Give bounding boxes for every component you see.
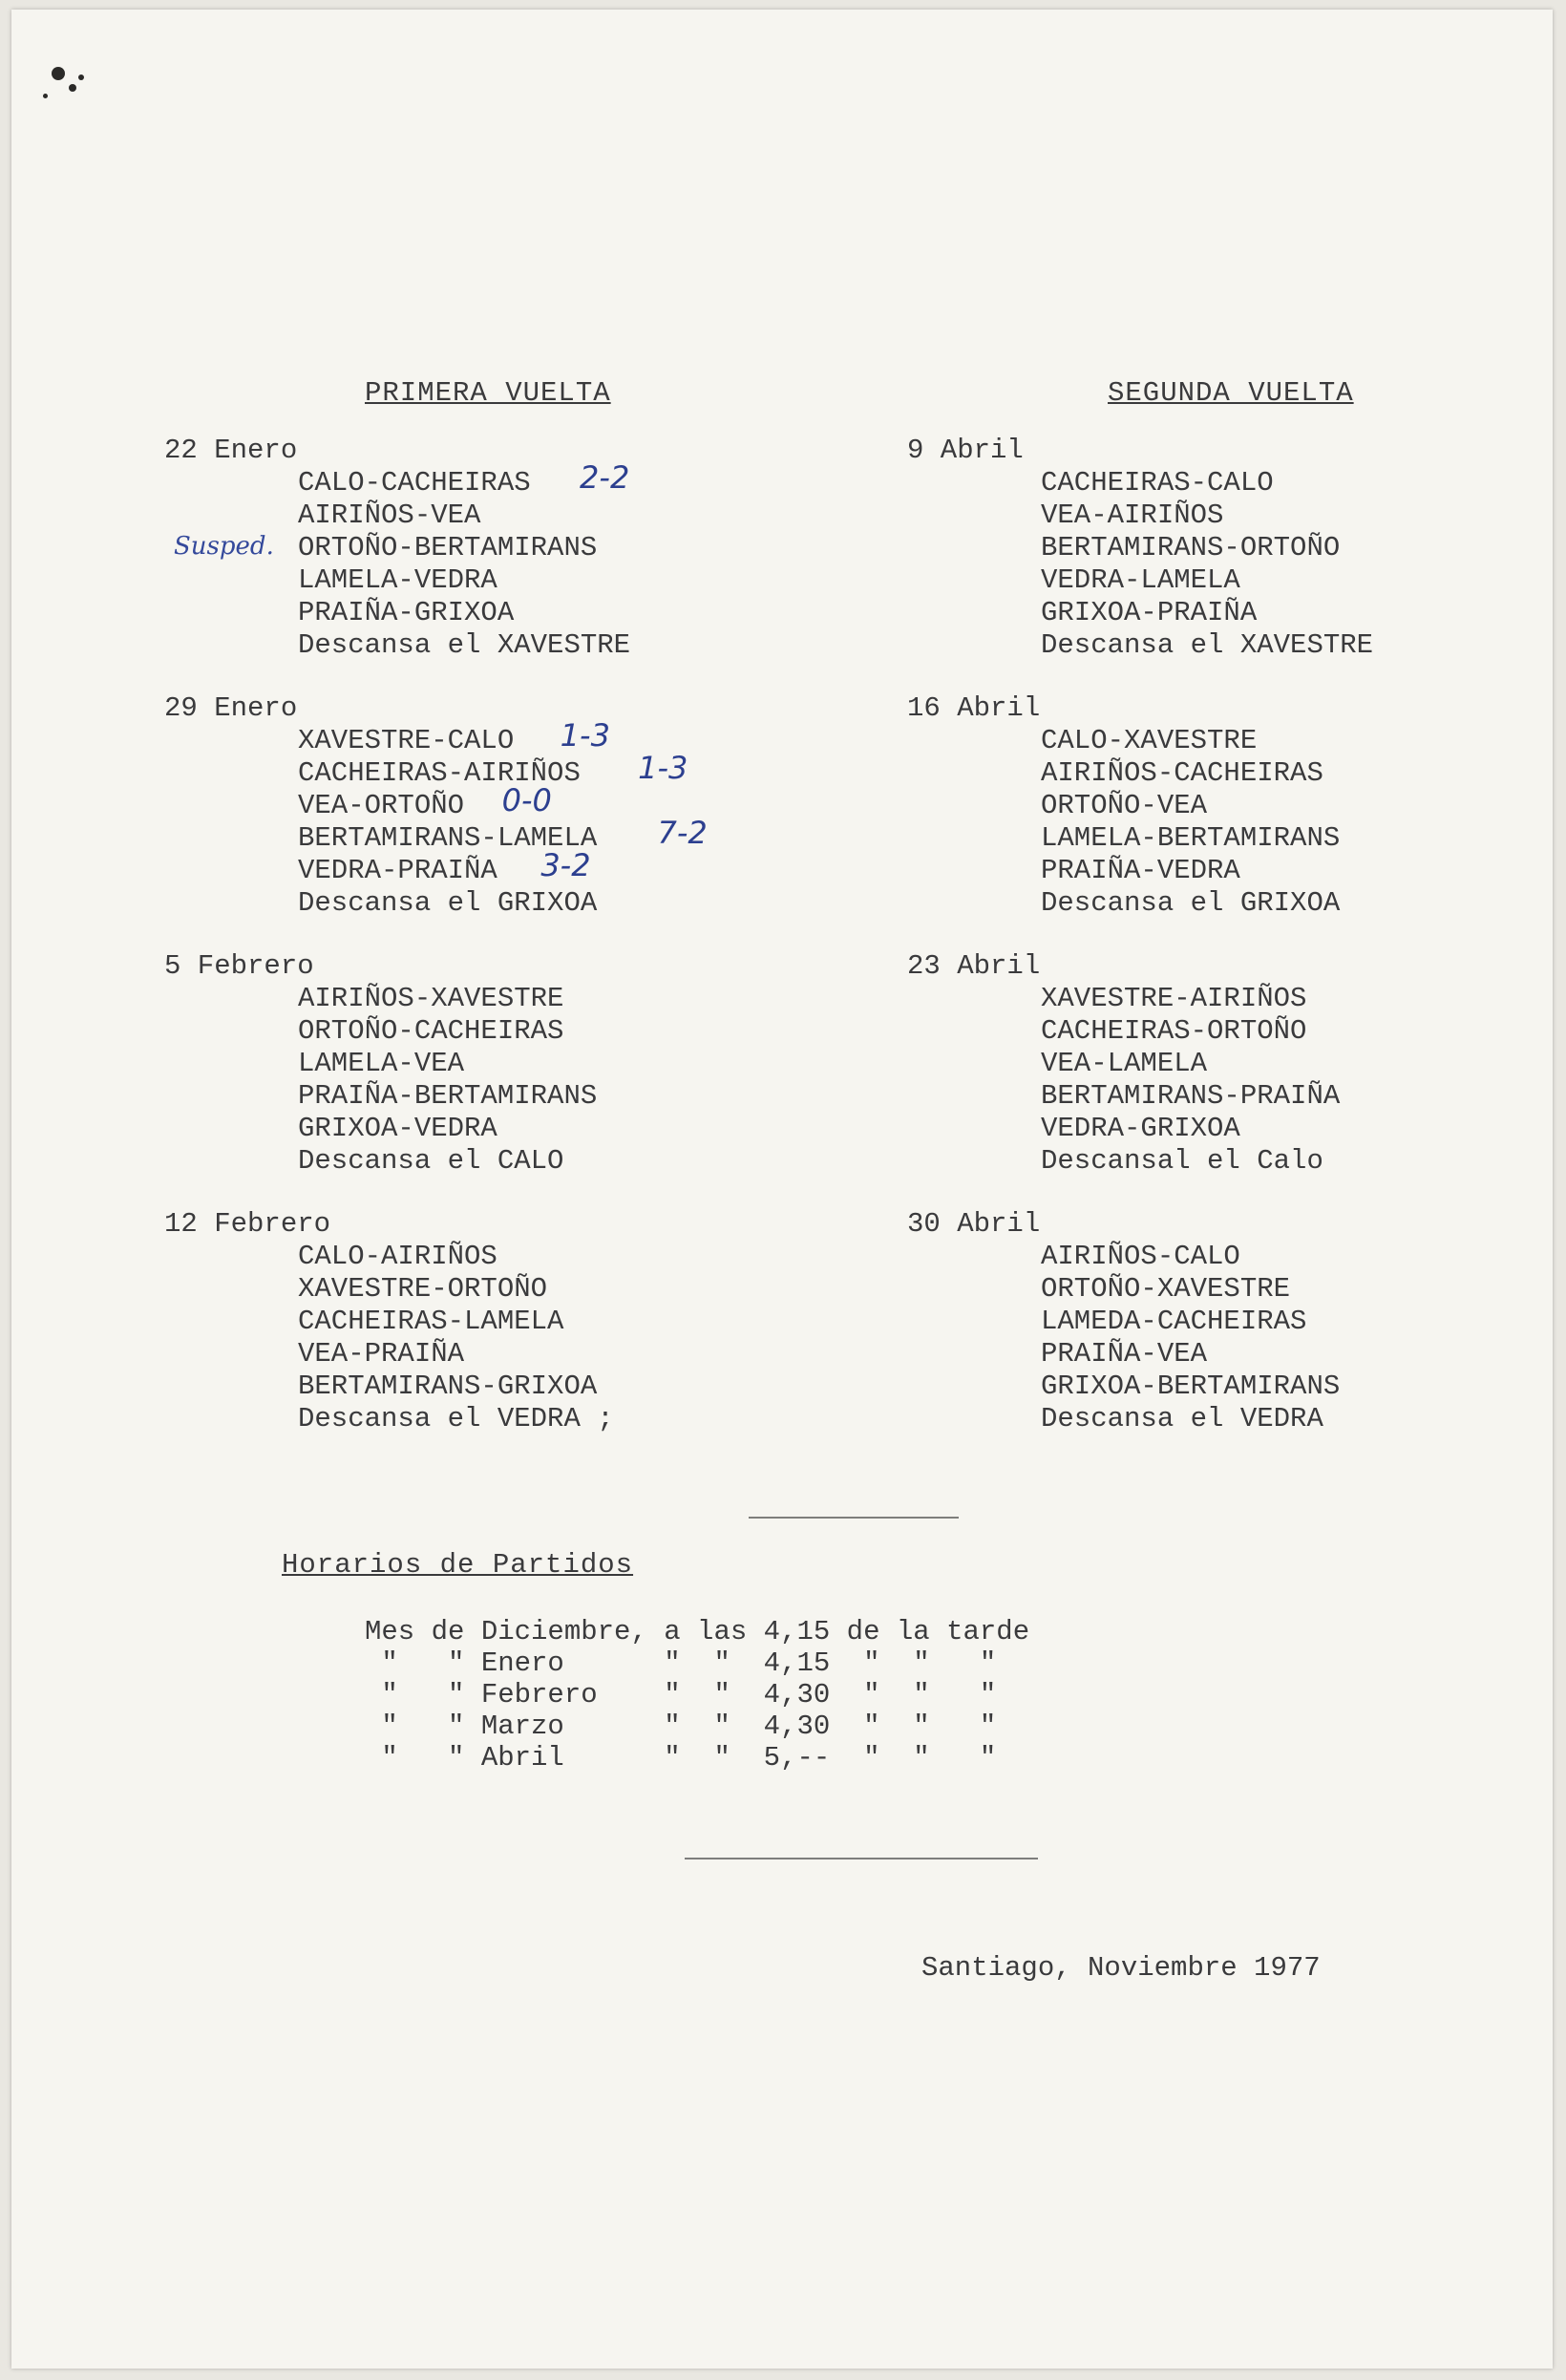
- schedule-row: " " Enero " " 4,15 " " ": [365, 1647, 997, 1679]
- match-line: [298, 499, 852, 532]
- match-line: [1041, 1338, 1566, 1371]
- rest-team-line: Descansal el Calo: [1041, 1145, 1323, 1177]
- match-text: LAMEDA-CACHEIRAS: [1041, 1306, 1307, 1337]
- match-line: [1041, 597, 1566, 629]
- match-text: BERTAMIRANS-PRAIÑA: [1041, 1080, 1341, 1112]
- match-text: XAVESTRE-CALO: [298, 725, 515, 756]
- match-text: BERTAMIRANS-LAMELA: [298, 822, 598, 854]
- schedule-row: " " Marzo " " 4,30 " " ": [365, 1711, 997, 1742]
- horarios-title: Horarios de Partidos: [282, 1549, 634, 1581]
- match-text: GRIXOA-VEDRA: [298, 1113, 497, 1144]
- round-block: [907, 1208, 1566, 1466]
- match-line: [298, 597, 852, 629]
- round-block: [907, 435, 1566, 692]
- match-line: [298, 1080, 852, 1113]
- handwritten-score: 1-3: [560, 717, 610, 754]
- schedule-row: Mes de Diciembre, a las 4,15 de la tarde: [365, 1616, 1030, 1647]
- match-line: [1041, 1080, 1566, 1113]
- match-text: AIRIÑOS-VEA: [298, 499, 481, 531]
- segunda-vuelta-column: [907, 377, 1566, 1466]
- match-text: CACHEIRAS-ORTOÑO: [1041, 1015, 1307, 1047]
- round-block: [164, 692, 852, 950]
- match-line: [1041, 1241, 1566, 1273]
- match-text: AIRIÑOS-CACHEIRAS: [1041, 757, 1323, 789]
- ink-stain: [78, 74, 84, 80]
- match-text: VEDRA-PRAIÑA: [298, 855, 497, 886]
- rest-team-line: Descansa el XAVESTRE: [298, 629, 631, 661]
- match-text: VEA-AIRIÑOS: [1041, 499, 1224, 531]
- divider: [749, 1517, 959, 1519]
- rest-team-line: Descansa el VEDRA ;: [298, 1403, 614, 1434]
- match-text: BERTAMIRANS-ORTOÑO: [1041, 532, 1341, 563]
- match-line: [298, 1371, 852, 1403]
- match-line: [1041, 1015, 1566, 1048]
- round-date: 23 Abril: [907, 950, 1041, 982]
- match-line: [298, 1338, 852, 1371]
- match-line: [1041, 983, 1566, 1015]
- rest-team-line: Descansa el VEDRA: [1041, 1403, 1323, 1434]
- round-block: [164, 1208, 852, 1466]
- match-text: VEDRA-LAMELA: [1041, 564, 1240, 596]
- match-text: AIRIÑOS-XAVESTRE: [298, 983, 564, 1014]
- primera-vuelta-column: [164, 377, 852, 1466]
- match-text: CACHEIRAS-AIRIÑOS: [298, 757, 581, 789]
- segunda-vuelta-title: SEGUNDA VUELTA: [1108, 377, 1354, 409]
- match-line: [298, 717, 852, 757]
- match-text: VEA-PRAIÑA: [298, 1338, 465, 1370]
- ink-stain: [69, 84, 76, 92]
- match-line: [298, 1048, 852, 1080]
- handwritten-score: 1-3: [638, 750, 688, 786]
- match-line: [1041, 822, 1566, 855]
- match-text: PRAIÑA-VEA: [1041, 1338, 1208, 1370]
- schedule-row: " " Abril " " 5,-- " " ": [365, 1742, 997, 1774]
- match-text: PRAIÑA-VEDRA: [1041, 855, 1240, 886]
- rest-team-line: Descansa el GRIXOA: [1041, 887, 1341, 919]
- rest-team-line: Descansa el XAVESTRE: [1041, 629, 1374, 661]
- match-text: ORTOÑO-VEA: [1041, 790, 1208, 821]
- match-text: PRAIÑA-BERTAMIRANS: [298, 1080, 598, 1112]
- rest-team-line: Descansa el GRIXOA: [298, 887, 598, 919]
- match-line: [1041, 467, 1566, 499]
- round-date: 5 Febrero: [164, 950, 314, 982]
- match-line: [298, 459, 852, 499]
- match-line: [298, 750, 852, 790]
- match-line: [298, 782, 852, 822]
- match-line: [298, 1241, 852, 1273]
- round-date: 16 Abril: [907, 692, 1041, 724]
- match-text: CALO-AIRIÑOS: [298, 1241, 497, 1272]
- horarios-section: [282, 1549, 633, 1581]
- match-text: LAMELA-BERTAMIRANS: [1041, 822, 1341, 854]
- match-line: [298, 1273, 852, 1306]
- primera-vuelta-title: PRIMERA VUELTA: [365, 377, 611, 409]
- match-text: XAVESTRE-ORTOÑO: [298, 1273, 548, 1305]
- match-text: VEA-ORTOÑO: [298, 790, 465, 821]
- match-line: [298, 564, 852, 597]
- match-text: PRAIÑA-GRIXOA: [298, 597, 515, 628]
- match-text: ORTOÑO-CACHEIRAS: [298, 1015, 564, 1047]
- round-date: 22 Enero: [164, 435, 298, 466]
- match-line: [298, 1113, 852, 1145]
- match-line: [1041, 725, 1566, 757]
- match-line: [1041, 1048, 1566, 1080]
- match-text: GRIXOA-BERTAMIRANS: [1041, 1371, 1341, 1402]
- schedule-row: " " Febrero " " 4,30 " " ": [365, 1679, 997, 1711]
- match-line: [298, 983, 852, 1015]
- round-date: 29 Enero: [164, 692, 298, 724]
- match-line: [174, 532, 852, 564]
- match-text: VEDRA-GRIXOA: [1041, 1113, 1240, 1144]
- divider: [685, 1858, 1038, 1859]
- match-line: [1041, 564, 1566, 597]
- match-line: [298, 847, 852, 887]
- match-line: [1041, 499, 1566, 532]
- match-text: LAMELA-VEA: [298, 1048, 465, 1079]
- ink-stain: [43, 94, 48, 98]
- match-text: CALO-XAVESTRE: [1041, 725, 1258, 756]
- match-text: GRIXOA-PRAIÑA: [1041, 597, 1258, 628]
- match-text: VEA-LAMELA: [1041, 1048, 1208, 1079]
- round-block: [907, 950, 1566, 1208]
- rest-team-line: Descansa el CALO: [298, 1145, 564, 1177]
- round-block: [907, 692, 1566, 950]
- match-text: CALO-CACHEIRAS: [298, 467, 531, 499]
- match-text: AIRIÑOS-CALO: [1041, 1241, 1240, 1272]
- match-text: BERTAMIRANS-GRIXOA: [298, 1371, 598, 1402]
- handwritten-score: 7-2: [657, 815, 708, 851]
- match-text: LAMELA-VEDRA: [298, 564, 497, 596]
- match-text: CACHEIRAS-LAMELA: [298, 1306, 564, 1337]
- signature-line: Santiago, Noviembre 1977: [921, 1952, 1321, 1984]
- ink-stain: [52, 67, 65, 80]
- match-text: XAVESTRE-AIRIÑOS: [1041, 983, 1307, 1014]
- match-line: [1041, 790, 1566, 822]
- match-line: [1041, 532, 1566, 564]
- match-line: [1041, 1273, 1566, 1306]
- handwritten-note: Susped.: [174, 532, 274, 561]
- round-date: 30 Abril: [907, 1208, 1041, 1240]
- match-text: CACHEIRAS-CALO: [1041, 467, 1274, 499]
- match-line: [1041, 1371, 1566, 1403]
- match-line: [1041, 1113, 1566, 1145]
- handwritten-score: 2-2: [580, 459, 630, 496]
- round-date: 9 Abril: [907, 435, 1024, 466]
- match-line: [1041, 1306, 1566, 1338]
- match-line: [298, 1015, 852, 1048]
- handwritten-score: 3-2: [540, 847, 591, 883]
- round-date: 12 Febrero: [164, 1208, 331, 1240]
- match-line: [1041, 757, 1566, 790]
- handwritten-score: 0-0: [501, 782, 552, 818]
- match-line: [1041, 855, 1566, 887]
- horarios-table: [365, 1616, 1029, 1774]
- document-page: [11, 10, 1553, 2369]
- match-text: ORTOÑO-XAVESTRE: [1041, 1273, 1291, 1305]
- round-block: [164, 950, 852, 1208]
- match-text: ORTOÑO-BERTAMIRANS: [298, 532, 598, 563]
- round-block: [164, 435, 852, 692]
- match-line: [298, 1306, 852, 1338]
